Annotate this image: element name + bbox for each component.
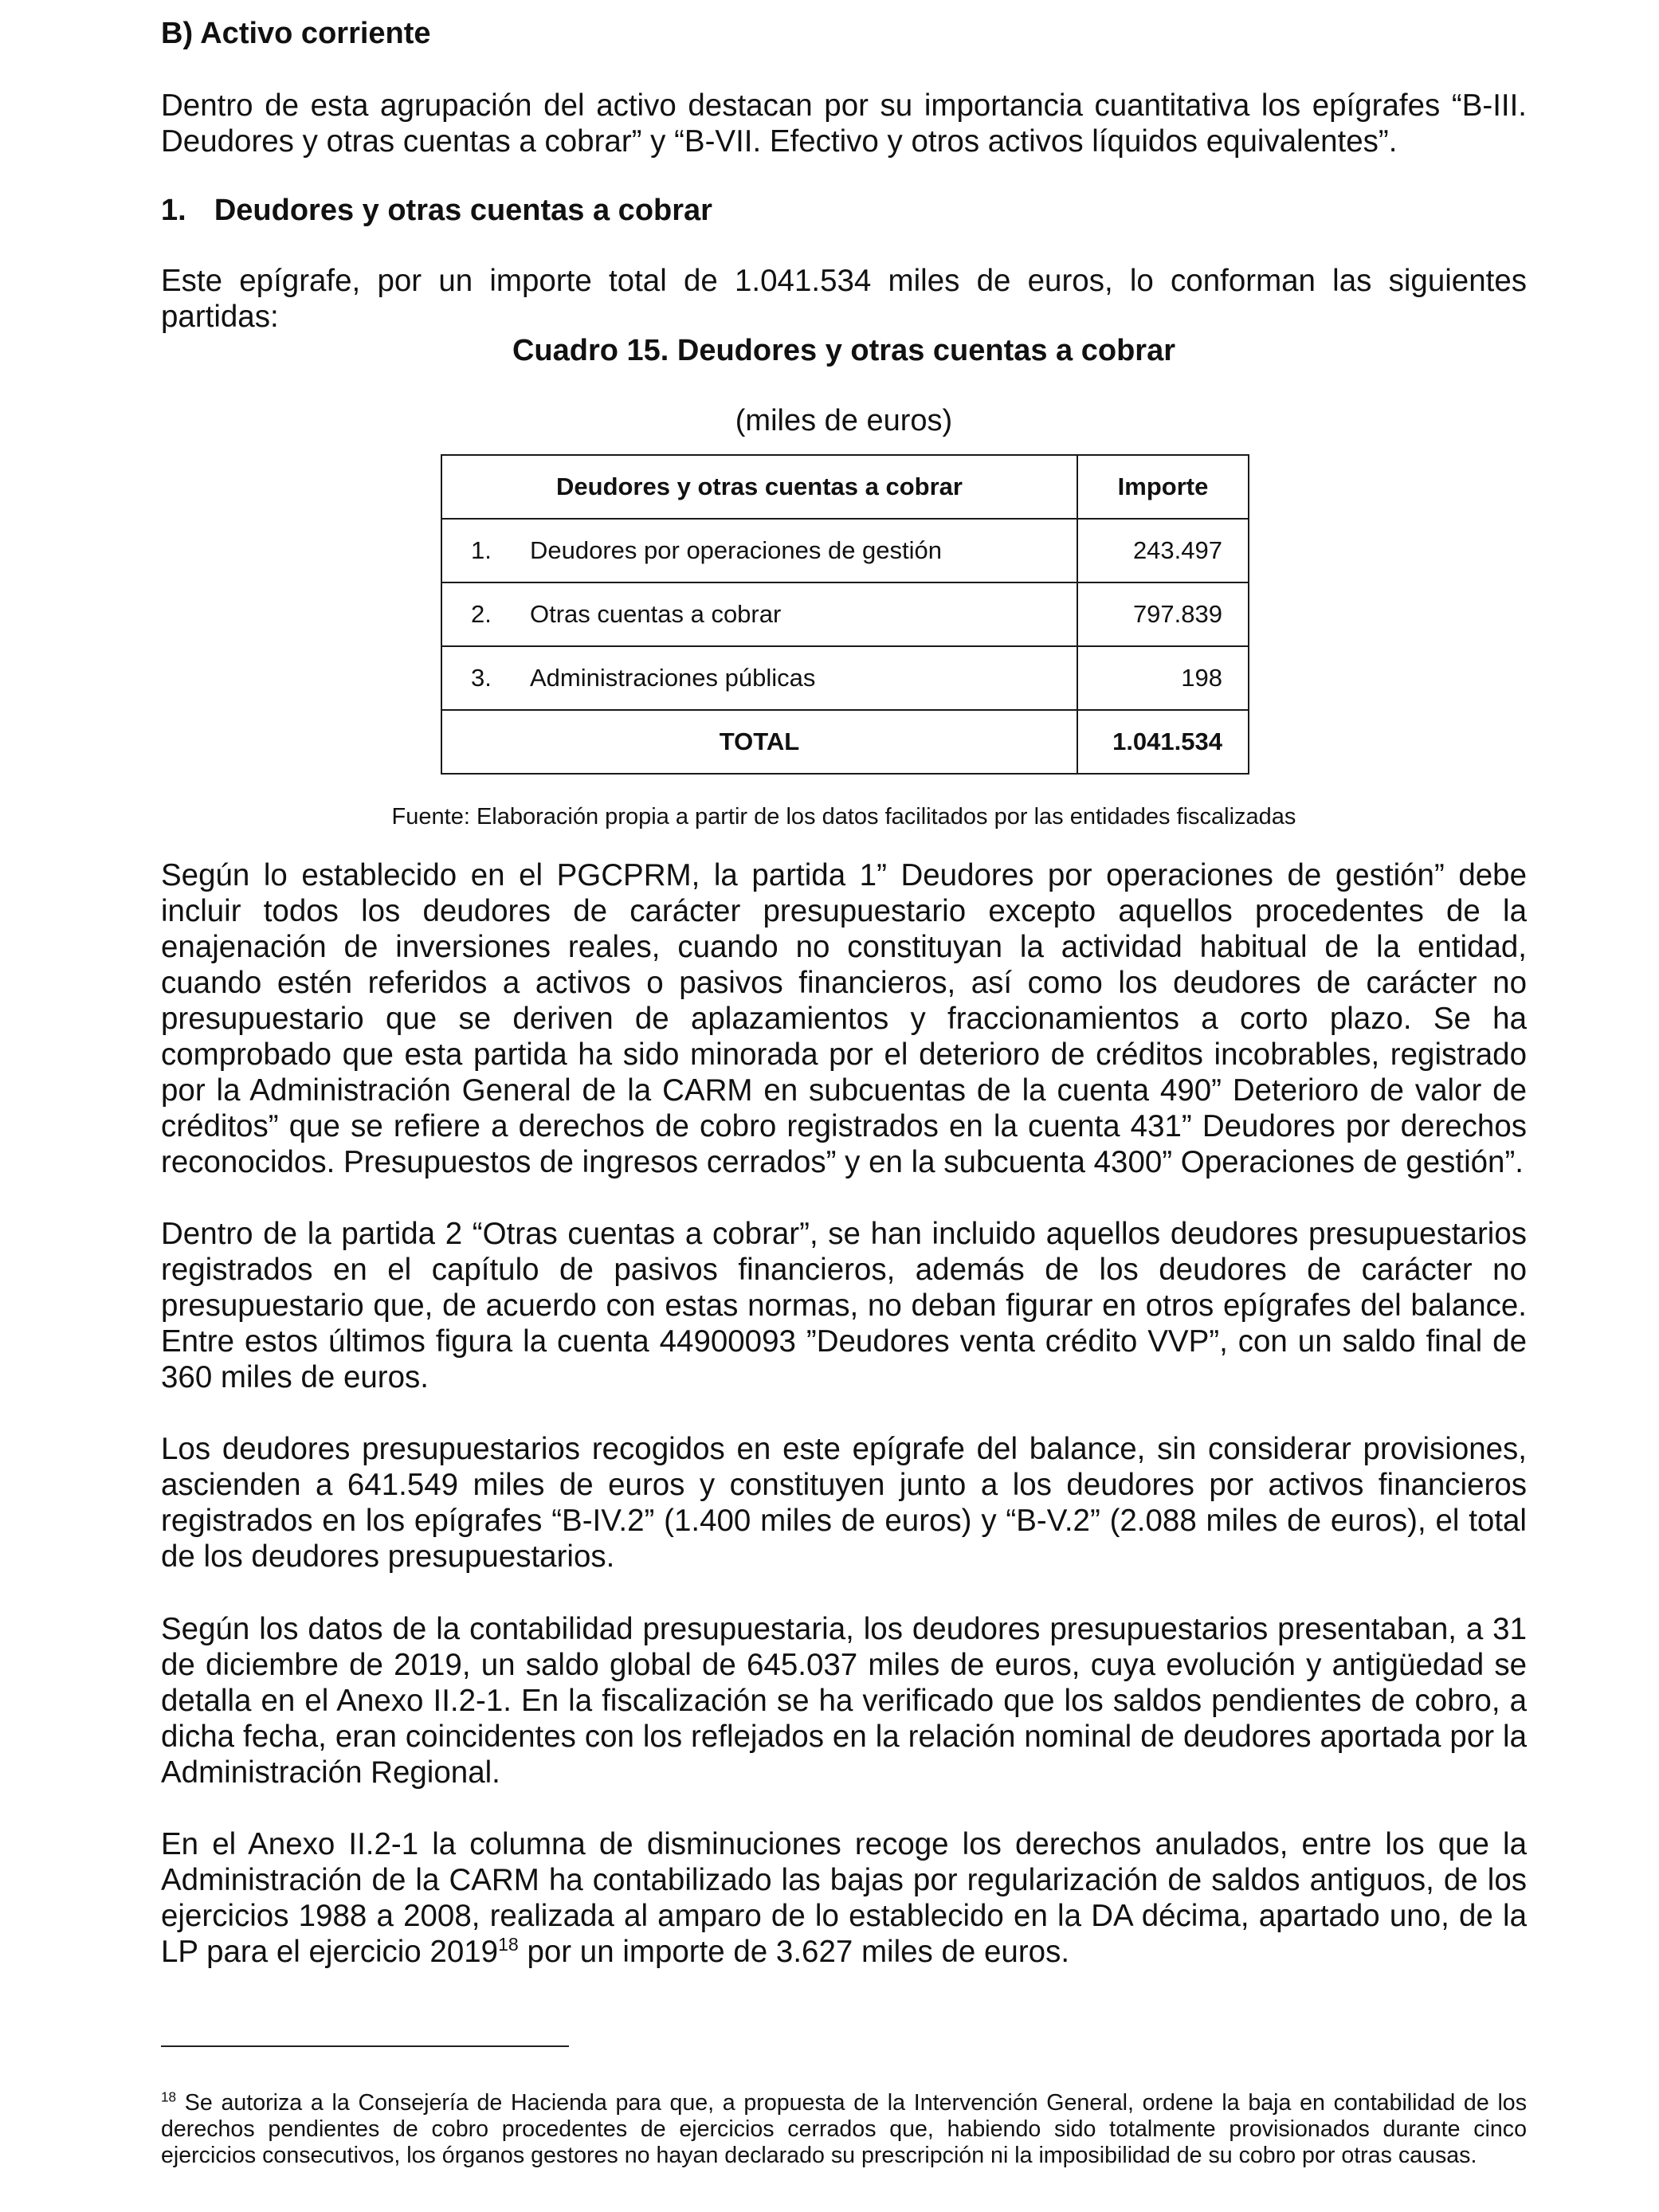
header-amount: Importe bbox=[1077, 455, 1249, 519]
section-heading: B) Activo corriente bbox=[161, 17, 431, 50]
row-label-cell bbox=[441, 582, 1077, 646]
table-source: Fuente: Elaboración propia a partir de los datos facilitados por las entidades fiscalizadas bbox=[391, 804, 1296, 830]
row-amount: 243.497 bbox=[1077, 519, 1249, 582]
table-row bbox=[441, 582, 1249, 646]
row-number: 3. bbox=[471, 664, 492, 692]
row-label: Deudores por operaciones de gestión bbox=[530, 536, 943, 564]
paragraph-5-tail: por un importe de 3.627 miles de euros. bbox=[518, 1935, 1070, 1969]
table-row bbox=[441, 519, 1249, 582]
table-row bbox=[441, 646, 1249, 710]
row-label-cell bbox=[441, 646, 1077, 710]
table-title: Cuadro 15. Deudores y otras cuentas a cobrar bbox=[512, 334, 1176, 367]
footnote bbox=[161, 2090, 1527, 2169]
footnote-reference[interactable]: 18 bbox=[498, 1934, 519, 1955]
paragraph-3: Los deudores presupuestarios recogidos en este epígrafe del balance, sin considerar provisiones, ascienden a 641.549 miles de euros y constituyen junto a los deudores por activos financieros registrados en los epígrafes “B-IV.2” (1.400 miles de euros) y “B-V.2” (2.088 miles de euros), el total de los deudores presupuestarios. bbox=[161, 1432, 1527, 1574]
row-number: 1. bbox=[471, 536, 492, 564]
row-label-cell bbox=[441, 519, 1077, 582]
subsection-title: Deudores y otras cuentas a cobrar bbox=[214, 194, 712, 227]
debtors-table bbox=[441, 454, 1249, 775]
paragraph-4: Según los datos de la contabilidad presupuestaria, los deudores presupuestarios presentaban, a 31 de diciembre de 2019, un saldo global de 645.037 miles de euros, cuya evolución y antigüedad se detalla en el Anexo II.2-1. En la fiscalización se ha verificado que los saldos pendientes de cobro, a dicha fecha, eran coincidentes con los reflejados en la relación nominal de deudores aportada por la Administración Regional. bbox=[161, 1612, 1527, 1790]
table-unit: (miles de euros) bbox=[735, 404, 953, 437]
subsection-intro-paragraph: Este epígrafe, por un importe total de 1.041.534 miles de euros, lo conforman las siguientes partidas: bbox=[161, 264, 1527, 334]
paragraph-5 bbox=[161, 1826, 1527, 1970]
footnote-mark: 18 bbox=[161, 2088, 177, 2105]
table-total-row bbox=[441, 710, 1249, 774]
row-label: Otras cuentas a cobrar bbox=[530, 600, 782, 628]
row-label: Administraciones públicas bbox=[530, 664, 816, 692]
footnote-text: Se autoriza a la Consejería de Hacienda para que, a propuesta de la Intervención General, ordene la baja en contabilidad de los derechos pendientes de cobro procedentes de ejercicios cerrados que, habiendo sido totalmente provisionados durante cinco ejercicios consecutivos, los órganos gestores no hayan declarado su prescripción ni la imposibilidad de su cobro por otras causas. bbox=[161, 2090, 1527, 2168]
header-concept: Deudores y otras cuentas a cobrar bbox=[441, 455, 1077, 519]
paragraph-1: Según lo establecido en el PGCPRM, la partida 1” Deudores por operaciones de gestión” debe incluir todos los deudores de carácter presupuestario excepto aquellos procedentes de la enajenación de inversiones reales, cuando no constituyan la actividad habitual de la entidad, cuando estén referidos a activos o pasivos financieros, así como los deudores de carácter no presupuestario que se deriven de aplazamientos y fraccionamientos a corto plazo. Se ha comprobado que esta partida ha sido minorada por el deterioro de créditos incobrables, registrado por la Administración General de la CARM en subcuentas de la cuenta 490” Deterioro de valor de créditos” que se refiere a derechos de cobro registrados en la cuenta 431” Deudores por derechos reconocidos. Presupuestos de ingresos cerrados” y en la subcuenta 4300” Operaciones de gestión”. bbox=[161, 858, 1527, 1179]
footnote-separator bbox=[161, 2045, 569, 2047]
paragraph-2: Dentro de la partida 2 “Otras cuentas a cobrar”, se han incluido aquellos deudores presupuestarios registrados en el capítulo de pasivos financieros, además de los deudores de carácter no presupuestario que, de acuerdo con estas normas, no deban figurar en otros epígrafes del balance. Entre estos últimos figura la cuenta 44900093 ”Deudores venta crédito VVP”, con un saldo final de 360 miles de euros. bbox=[161, 1217, 1527, 1394]
section-intro-paragraph: Dentro de esta agrupación del activo destacan por su importancia cuantitativa los epígrafes “B-III. Deudores y otras cuentas a cobrar” y “B-VII. Efectivo y otros activos líquidos equivalentes”. bbox=[161, 88, 1527, 159]
total-label: TOTAL bbox=[441, 710, 1077, 774]
row-amount: 797.839 bbox=[1077, 582, 1249, 646]
table-header-row bbox=[441, 455, 1249, 519]
row-number: 2. bbox=[471, 600, 492, 628]
paragraph-5-text: En el Anexo II.2-1 la columna de disminuciones recoge los derechos anulados, entre los que la Administración de la CARM ha contabilizado las bajas por regularización de saldos antiguos, de los ejercicios 1988 a 2008, realizada al amparo de lo establecido en la DA décima, apartado uno, de la LP para el ejercicio 2019 bbox=[161, 1827, 1527, 1969]
subsection-heading bbox=[161, 193, 712, 228]
subsection-number: 1. bbox=[161, 194, 186, 227]
row-amount: 198 bbox=[1077, 646, 1249, 710]
total-amount: 1.041.534 bbox=[1077, 710, 1249, 774]
